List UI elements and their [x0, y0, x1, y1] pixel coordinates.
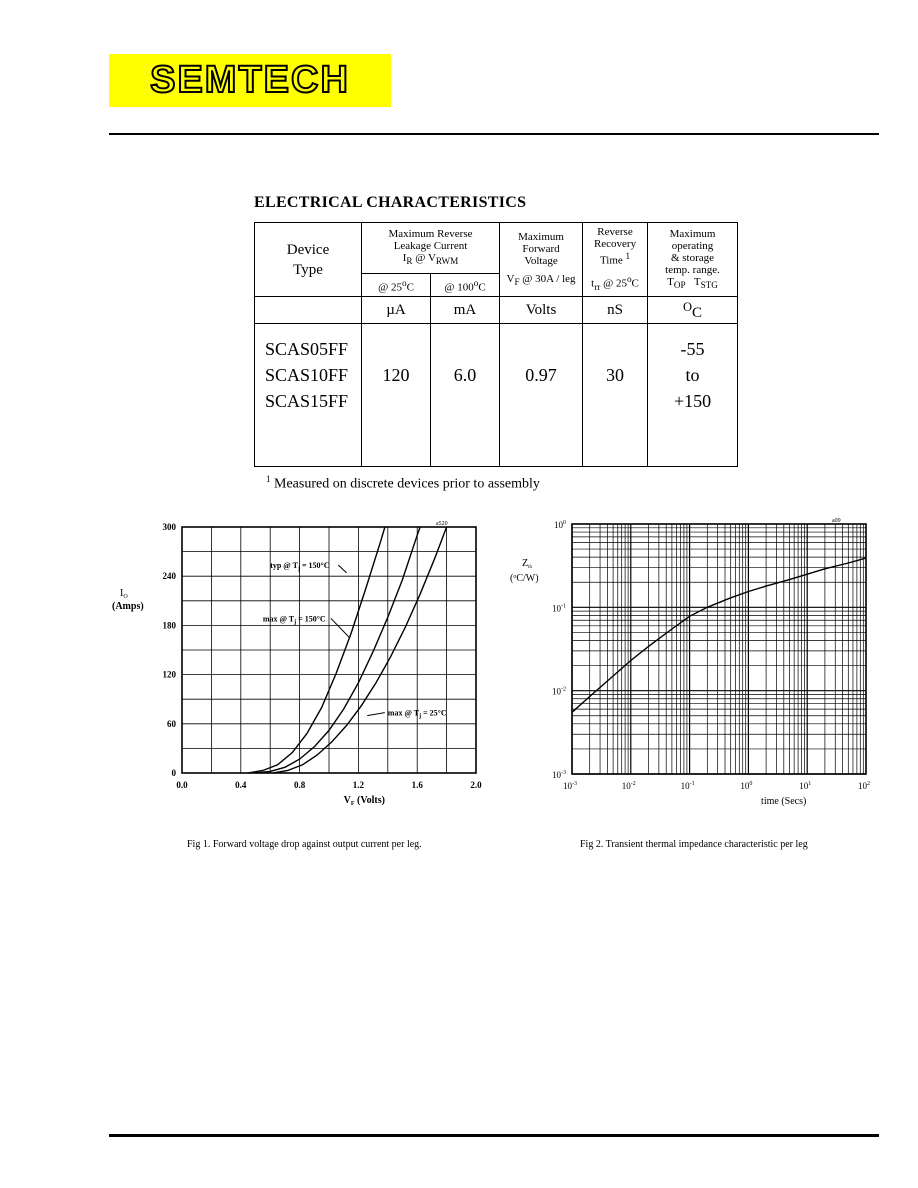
header-at-100c: @ 100$^o$C: [431, 274, 500, 297]
company-logo: [109, 54, 391, 107]
x-tick-label: $10^0$: [740, 781, 753, 791]
y-tick-label: $10^{-3}$: [552, 770, 566, 780]
header-device-label: Device: [286, 241, 330, 258]
fig1-caption: Fig 1. Forward voltage drop against output current per leg.: [187, 839, 422, 850]
value-leak-25: 120: [382, 365, 410, 385]
header-temp-range: [648, 223, 738, 297]
corner-label: a09: [832, 518, 841, 524]
series-line-1: [572, 558, 866, 712]
corner-label: a520: [436, 521, 448, 527]
series-label-1: typ @ $T_j = 150^\circ C$: [270, 561, 330, 572]
header-temp-line2: operating: [671, 239, 714, 252]
value-forward-voltage-cell: [500, 324, 583, 467]
x-tick-label: $10^2$: [858, 781, 870, 791]
fig2-caption: Fig 2. Transient thermal impedance characteristic per leg: [580, 839, 808, 850]
forward-voltage-chart: [108, 512, 488, 817]
x-tick-label: $10^{-3}$: [563, 781, 577, 791]
value-temp-max: +150: [673, 391, 712, 411]
header-forward-line2: Forward: [522, 242, 560, 255]
footnote-text: Measured on discrete devices prior to assembly: [274, 476, 540, 492]
header-temp-line4: temp. range.: [665, 263, 720, 276]
header-forward-voltage: [500, 223, 583, 297]
header-forward-line1: Maximum: [518, 230, 564, 243]
header-rule: [109, 133, 879, 135]
x-tick-label: $10^{-2}$: [621, 781, 636, 791]
header-recovery-time: Time $^1$: [599, 251, 631, 267]
x-tick-label: 0.4: [235, 780, 247, 790]
unit-forward-voltage: Volts: [500, 297, 583, 324]
value-leak-25-cell: [362, 324, 431, 467]
y-tick-label: 240: [162, 571, 176, 582]
y-tick-label: $10^{-2}$: [552, 686, 566, 697]
unit-leak-25: µA: [362, 297, 431, 324]
value-temp-range: [648, 324, 738, 467]
x-tick-label: $10^1$: [799, 781, 812, 791]
series-leader-1: [338, 565, 346, 573]
x-tick-label: 1.6: [411, 780, 423, 790]
header-reverse-recovery: [583, 223, 648, 297]
thermal-impedance-chart: [500, 512, 880, 817]
header-temp-symbol: $T_{OP}$ $T_{STG}$: [667, 275, 718, 291]
y-axis-unit: ($^o$C/W): [510, 573, 539, 584]
y-axis-label: $Z_{th}$: [522, 558, 532, 570]
y-tick-label: 60: [167, 718, 176, 729]
footnote-mark: 1: [266, 474, 271, 484]
x-axis-label: $V_F$ (Volts): [343, 795, 385, 807]
unit-recovery-time: nS: [583, 297, 648, 324]
y-tick-label: 120: [162, 669, 176, 680]
header-leakage-line1: Maximum Reverse: [388, 228, 473, 241]
y-tick-label: $10^{-1}$: [552, 603, 566, 614]
value-leak-100-cell: [431, 324, 500, 467]
header-temp-line3: & storage: [670, 251, 715, 264]
series-leader-3: [367, 713, 385, 716]
value-temp-min: -55: [680, 339, 705, 359]
footnote: [266, 474, 540, 493]
value-recovery-time-cell: [583, 324, 648, 467]
device-scas10ff: SCAS10FF: [265, 365, 349, 385]
electrical-characteristics-table: [254, 222, 738, 467]
header-recovery-condition: $t_{rr}$ @ 25$^o$C: [591, 273, 639, 292]
unit-temperature: $^O$C: [648, 297, 738, 324]
y-axis-unit: (Amps): [112, 601, 144, 612]
value-temp-to: to: [685, 365, 700, 385]
header-temp-line1: Maximum: [669, 227, 716, 240]
header-type-label: Type: [293, 261, 323, 278]
x-axis-label: time (Secs): [761, 796, 807, 807]
value-leak-100: 6.0: [453, 365, 477, 385]
x-tick-label: 0.0: [176, 780, 188, 790]
series-label-2: max @ $T_j = 150^\circ C$: [262, 614, 326, 626]
header-forward-condition: $V_F$ @ 30A / leg: [506, 272, 576, 288]
x-tick-label: $10^{-1}$: [680, 781, 695, 791]
value-recovery-time: 30: [606, 365, 625, 385]
device-scas05ff: SCAS05FF: [265, 339, 349, 359]
logo-text: SEMTECH: [150, 59, 350, 101]
unit-device: [255, 297, 362, 324]
header-recovery-line2: Recovery: [593, 238, 637, 251]
header-leakage-line2: Leakage Current: [393, 240, 468, 253]
y-tick-label: $10^0$: [554, 520, 566, 530]
device-list: [255, 324, 362, 467]
header-leakage-symbol: $I_R$ @ $V_{RWM}$: [402, 252, 459, 267]
series-leader-2: [331, 618, 350, 637]
x-tick-label: 2.0: [470, 780, 482, 790]
device-scas15ff: SCAS15FF: [265, 391, 349, 411]
y-tick-label: 0: [171, 768, 176, 778]
header-forward-line3: Voltage: [524, 254, 558, 267]
series-label-3: max @ $T_j = 25^\circ C$: [387, 708, 447, 720]
y-tick-label: 180: [162, 620, 176, 631]
plot-frame: [572, 524, 866, 774]
y-axis-label: $I_O$: [120, 588, 128, 600]
section-title: ELECTRICAL CHARACTERISTICS: [254, 194, 527, 211]
header-at-25c: @ 25$^o$C: [362, 274, 431, 297]
footer-rule: [109, 1134, 879, 1137]
y-tick-label: 300: [162, 522, 176, 532]
header-leakage-current: [362, 223, 500, 274]
header-recovery-line1: Reverse: [597, 226, 633, 239]
value-forward-voltage: 0.97: [525, 365, 557, 385]
x-tick-label: 0.8: [293, 780, 306, 790]
x-tick-label: 1.2: [352, 780, 365, 790]
header-device-type: [255, 223, 362, 297]
unit-leak-100: mA: [431, 297, 500, 324]
